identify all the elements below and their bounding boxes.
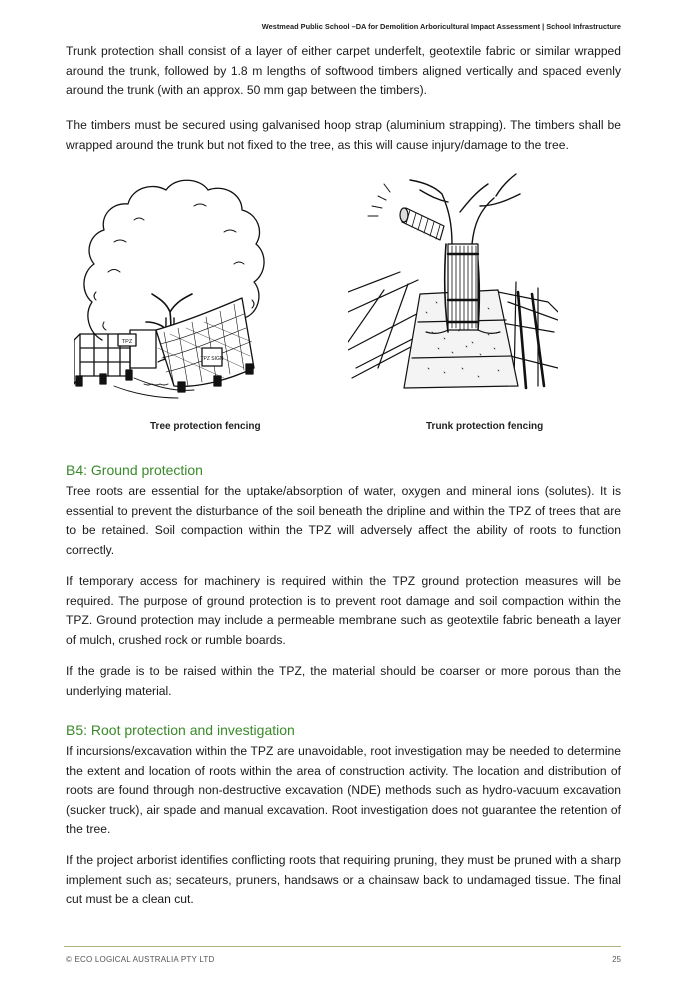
root-protection-paragraph-2: If the project arborist identifies conflicting roots that requiring pruning, they must be pruned with a sharp implement such as; secateurs, pruners, handsaws or a chainsaw back to undamaged tissue. The final cut must be a clean cut. <box>66 853 621 907</box>
trunk-protection-fencing-illustration <box>348 172 558 394</box>
tree-protection-fencing-illustration <box>74 172 274 412</box>
running-header: Westmead Public School –DA for Demolition Arboricultural Impact Assessment | School Infrastructure <box>261 22 621 31</box>
trunk-protection-fencing-caption: Trunk protection fencing <box>426 421 544 432</box>
trunk-protection-paragraph: Trunk protection shall consist of a layer of either carpet underfelt, geotextile fabric or similar wrapped around the trunk, followed by 1.8 m lengths of softwood timbers aligned vertically and spaced evenly around the trunk (with an approx. 50 mm gap between the timbers). <box>66 44 621 98</box>
ground-protection-paragraph-3: If the grade is to be raised within the TPZ, the material should be coarser or more porous than the underlying material. <box>66 664 621 698</box>
footer-company: © ECO LOGICAL AUSTRALIA PTY LTD <box>66 955 215 964</box>
ground-protection-paragraph-1: Tree roots are essential for the uptake/absorption of water, oxygen and mineral ions (solutes). It is essential to prevent the disturbance of the soil beneath the dripline and within the TPZ of trees that are to be retained. Soil compaction within the TPZ will adversely affect the ability of roots to function correctly. <box>66 484 621 557</box>
footer-divider <box>64 946 621 947</box>
timbers-paragraph: The timbers must be secured using galvanised hoop strap (aluminium strapping). The timbers shall be wrapped around the trunk but not fixed to the tree, as this will cause injury/damage to the tree. <box>66 118 621 152</box>
root-protection-paragraph-1: If incursions/excavation within the TPZ are unavoidable, root investigation may be needed to determine the extent and location of roots within the area of construction activity. The location and distribution of roots are found through non-destructive excavation (NDE) methods such as hydro-vacuum excavation (sucker truck), air spade and manual excavation. Root investigation does not guarantee the retention of the tree. <box>66 744 621 837</box>
root-protection-heading: B5: Root protection and investigation <box>66 722 295 738</box>
ground-protection-paragraph-2: If temporary access for machinery is required within the TPZ ground protection measures will be required. The purpose of ground protection is to prevent root damage and soil compaction within the TPZ. Ground protection may include a permeable membrane such as geotextile fabric beneath a layer of mulch, crushed rock or rumble boards. <box>66 574 621 647</box>
fence-sign-label: TPZ <box>121 339 133 345</box>
tree-protection-fencing-caption: Tree protection fencing <box>150 421 261 432</box>
page-number: 25 <box>612 955 621 964</box>
ground-protection-heading: B4: Ground protection <box>66 462 203 478</box>
tpz-sign-label: TPZ SIGN <box>200 356 224 362</box>
